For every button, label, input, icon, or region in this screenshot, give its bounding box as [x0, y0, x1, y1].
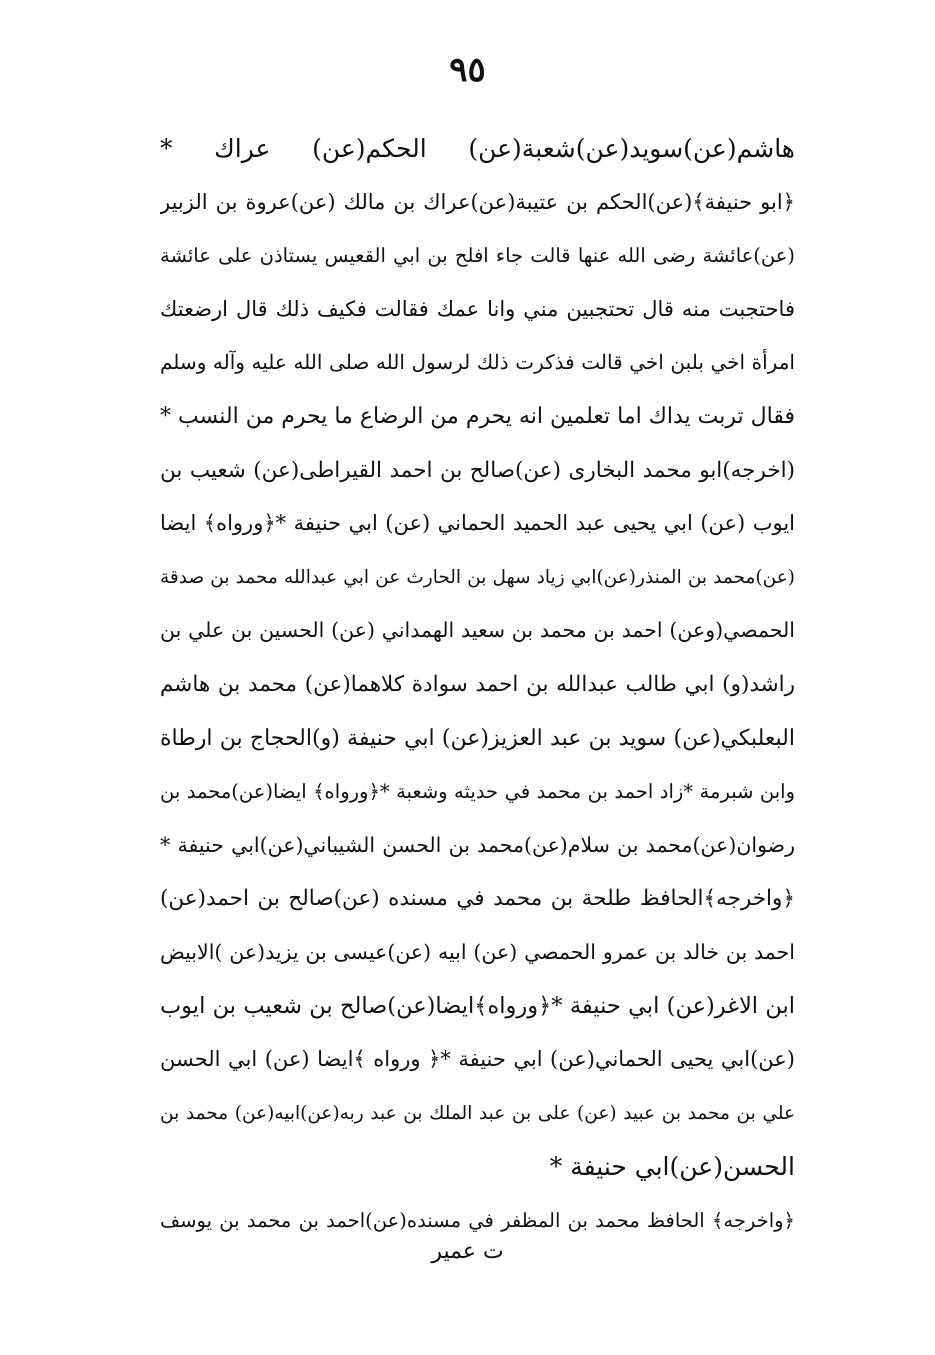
text-line: (عن)ابي يحيى الحماني(عن) ابي حنيفة *﴿ ورواه ﴾ايضا (عن) ابي الحسن — [160, 1047, 795, 1072]
text-line: ﴿ابو حنيفة﴾(عن)الحكم بن عتيبة(عن)عراك بن مالك (عن)عروة بن الزبير — [160, 189, 795, 214]
text-line: ابن الاغر(عن) ابي حنيفة *﴿ورواه﴾ايضا(عن)صالح بن شعيب بن ايوب — [160, 992, 795, 1019]
page-number: ٩٥ — [449, 50, 486, 90]
text-line: (اخرجه)ابو محمد البخارى (عن)صالح بن احمد القيراطى(عن) شعيب بن — [160, 457, 795, 483]
text-line: (عن)محمد بن المنذر(عن)ابي زياد سهل بن الحارث عن ابي عبدالله محمد بن صدقة — [160, 566, 795, 588]
main-text — [160, 122, 795, 1247]
text-line: ﴿واخرجه﴾الحافظ طلحة بن محمد في مسنده (عن)صالح بن احمد(عن) — [160, 886, 795, 912]
text-line: امرأة اخي بلبن اخي قالت فذكرت ذلك لرسول الله صلى الله عليه وآله وسلم — [160, 350, 795, 375]
text-line: ايوب (عن) ابي يحيى عبد الحميد الحماني (عن) ابي حنيفة *﴿ورواه﴾ ايضا — [160, 511, 795, 536]
text-line: وابن شبرمة *زاد احمد بن محمد في حديثه وشعبة *﴿ورواه﴾ ايضا(عن)محمد بن — [160, 780, 795, 804]
text-line: علي بن محمد بن عبيد (عن) على بن عبد الملك بن عبد ربه(عن)ابيه(عن) محمد بن — [160, 1102, 795, 1124]
text-line: احمد بن خالد بن عمرو الحمصي (عن) ابيه (عن)عيسى بن يزيد(عن )الابيض — [160, 939, 795, 964]
text-line: رضوان(عن)محمد بن سلام(عن)محمد بن الحسن الشيباني(عن)ابي حنيفة * — [160, 832, 795, 857]
text-line: (عن)عائشة رضى الله عنها قالت جاء افلح بن ابي القعيس يستاذن على عائشة — [160, 244, 795, 268]
text-line: فاحتجبت منه قال تحتجبين مني وانا عمك فقالت فكيف ذلك قال ارضعتك — [160, 296, 795, 321]
text-line: الحسن(عن)ابي حنيفة * — [549, 1152, 795, 1182]
text-line: راشد(و) ابي طالب عبدالله بن احمد سوادة كلاهما(عن) محمد بن هاشم — [160, 671, 795, 697]
text-line: البعلبكي(عن) سويد بن عبد العزيز(عن) ابي حنيفة (و)الحجاج بن ارطاة — [160, 725, 795, 751]
text-line: الحمصي(وعن) احمد بن محمد بن سعيد الهمداني (عن) الحسين بن علي بن — [160, 618, 795, 643]
text-line: فقال تربت يداك اما تعلمين انه يحرم من الرضاع ما يحرم من النسب * — [160, 403, 795, 429]
text-line: ﴿واخرجه﴾ الحافظ محمد بن المظفر في مسنده(عن)احمد بن محمد بن يوسف — [160, 1208, 795, 1232]
text-line: هاشم(عن)سويد(عن)شعبة(عن) الحكم(عن) عراك * — [160, 134, 795, 163]
catchword: ت عمير — [431, 1239, 504, 1264]
